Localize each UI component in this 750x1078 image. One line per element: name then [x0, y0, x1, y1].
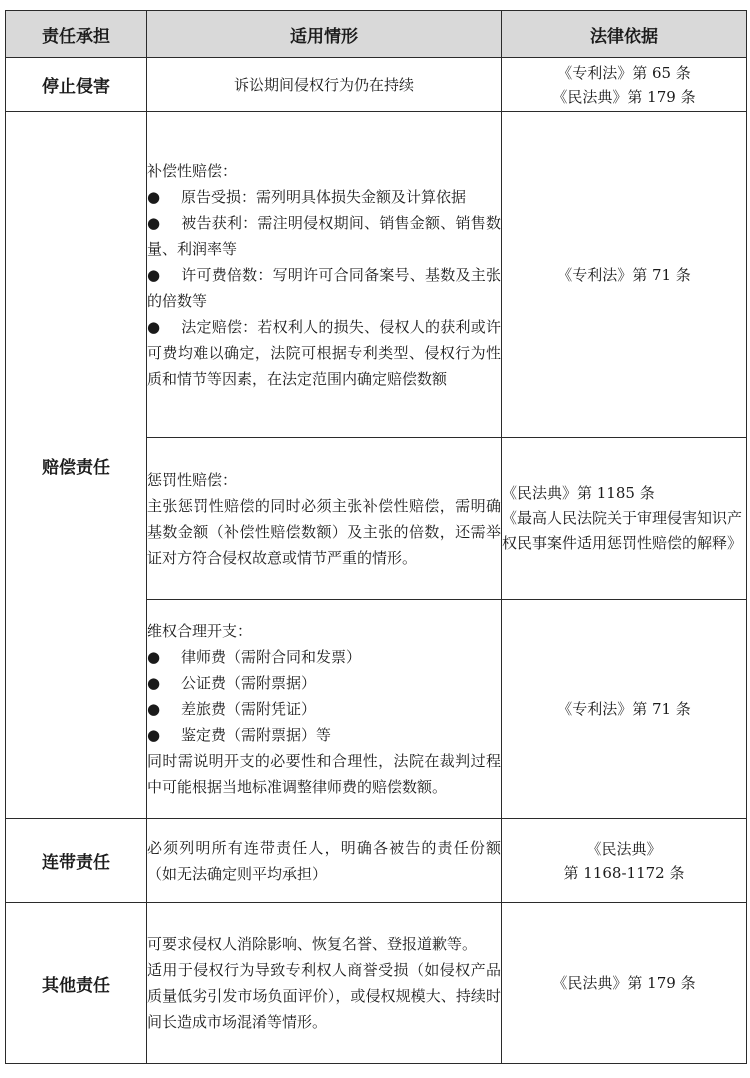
bullet-icon: ● — [147, 726, 161, 744]
punitive-title: 惩罚性赔偿： — [147, 470, 238, 489]
label-other-liability: 其他责任 — [6, 903, 147, 1064]
row-joint-liability — [6, 819, 747, 903]
basis-expenses: 《专利法》第 71 条 — [502, 600, 747, 819]
bullet-icon: ● — [147, 648, 161, 666]
header-basis: 法律依据 — [502, 11, 747, 58]
compensatory-title: 补偿性赔偿： — [147, 161, 238, 180]
other-line: 适用于侵权行为导致专利权人商誉受损（如侵权产品质量低劣引发市场负面评价），或侵权规模大、持续时间长造成市场混淆等情形。 — [147, 961, 501, 1031]
basis-line: 《民法典》第 179 条 — [552, 87, 696, 106]
bullet-item: ● 鉴定费（需附票据）等 — [147, 722, 501, 748]
situation-expenses — [147, 600, 502, 819]
basis-line: 《民法典》第 1185 条 — [502, 484, 655, 502]
basis-joint-liability — [502, 819, 747, 903]
bullet-icon: ● — [147, 700, 161, 718]
bullet-item: ● 许可费倍数：写明许可合同备案号、基数及主张的倍数等 — [147, 262, 501, 314]
punitive-text: 主张惩罚性赔偿的同时必须主张补偿性赔偿，需明确基数金额（补偿性赔偿数额）及主张的倍数，还需举证对方符合侵权故意或情节严重的情形。 — [147, 496, 501, 567]
basis-line: 《民法典》 — [586, 839, 662, 858]
bullet-item: ● 差旅费（需附凭证） — [147, 696, 501, 722]
row-stop-infringement — [6, 58, 747, 112]
situation-other-liability — [147, 903, 502, 1064]
bullet-item: ● 被告获利：需注明侵权期间、销售金额、销售数量、利润率等 — [147, 210, 501, 262]
bullet-item: ● 原告受损：需列明具体损失金额及计算依据 — [147, 184, 501, 210]
bullet-icon: ● — [147, 265, 161, 284]
situation-stop-infringement: 诉讼期间侵权行为仍在持续 — [147, 58, 502, 112]
liability-table — [5, 10, 747, 1064]
expenses-title: 维权合理开支： — [147, 622, 253, 640]
bullet-item: ● 律师费（需附合同和发票） — [147, 644, 501, 670]
row-compensatory-damages — [6, 112, 747, 438]
header-liability: 责任承担 — [6, 11, 147, 58]
bullet-item: ● 公证费（需附票据） — [147, 670, 501, 696]
label-damages: 赔偿责任 — [6, 112, 147, 819]
label-joint-liability: 连带责任 — [6, 819, 147, 903]
bullet-icon: ● — [147, 187, 161, 206]
basis-punitive — [502, 438, 747, 600]
row-other-liability — [6, 903, 747, 1064]
basis-line: 《专利法》第 65 条 — [557, 63, 691, 82]
basis-line: 《最高人民法院关于审理侵害知识产权民事案件适用惩罚性赔偿的解释》 — [502, 509, 743, 552]
expenses-note: 同时需说明开支的必要性和合理性，法院在裁判过程中可能根据当地标准调整律师费的赔偿数额。 — [147, 752, 501, 796]
header-situation: 适用情形 — [147, 11, 502, 58]
basis-stop-infringement — [502, 58, 747, 112]
bullet-icon: ● — [147, 317, 161, 336]
label-stop-infringement: 停止侵害 — [6, 58, 147, 112]
bullet-icon: ● — [147, 674, 161, 692]
bullet-icon: ● — [147, 213, 161, 232]
bullet-item: ● 法定赔偿：若权利人的损失、侵权人的获利或许可费均难以确定，法院可根据专利类型、侵权行为性质和情节等因素，在法定范围内确定赔偿数额 — [147, 314, 501, 392]
situation-joint-liability: 必须列明所有连带责任人，明确各被告的责任份额（如无法确定则平均承担） — [147, 819, 502, 903]
situation-compensatory — [147, 112, 502, 438]
situation-punitive — [147, 438, 502, 600]
basis-other-liability: 《民法典》第 179 条 — [502, 903, 747, 1064]
basis-compensatory: 《专利法》第 71 条 — [502, 112, 747, 438]
other-line: 可要求侵权人消除影响、恢复名誉、登报道歉等。 — [147, 935, 478, 953]
basis-line: 第 1168-1172 条 — [563, 863, 685, 882]
header-row — [6, 11, 747, 58]
